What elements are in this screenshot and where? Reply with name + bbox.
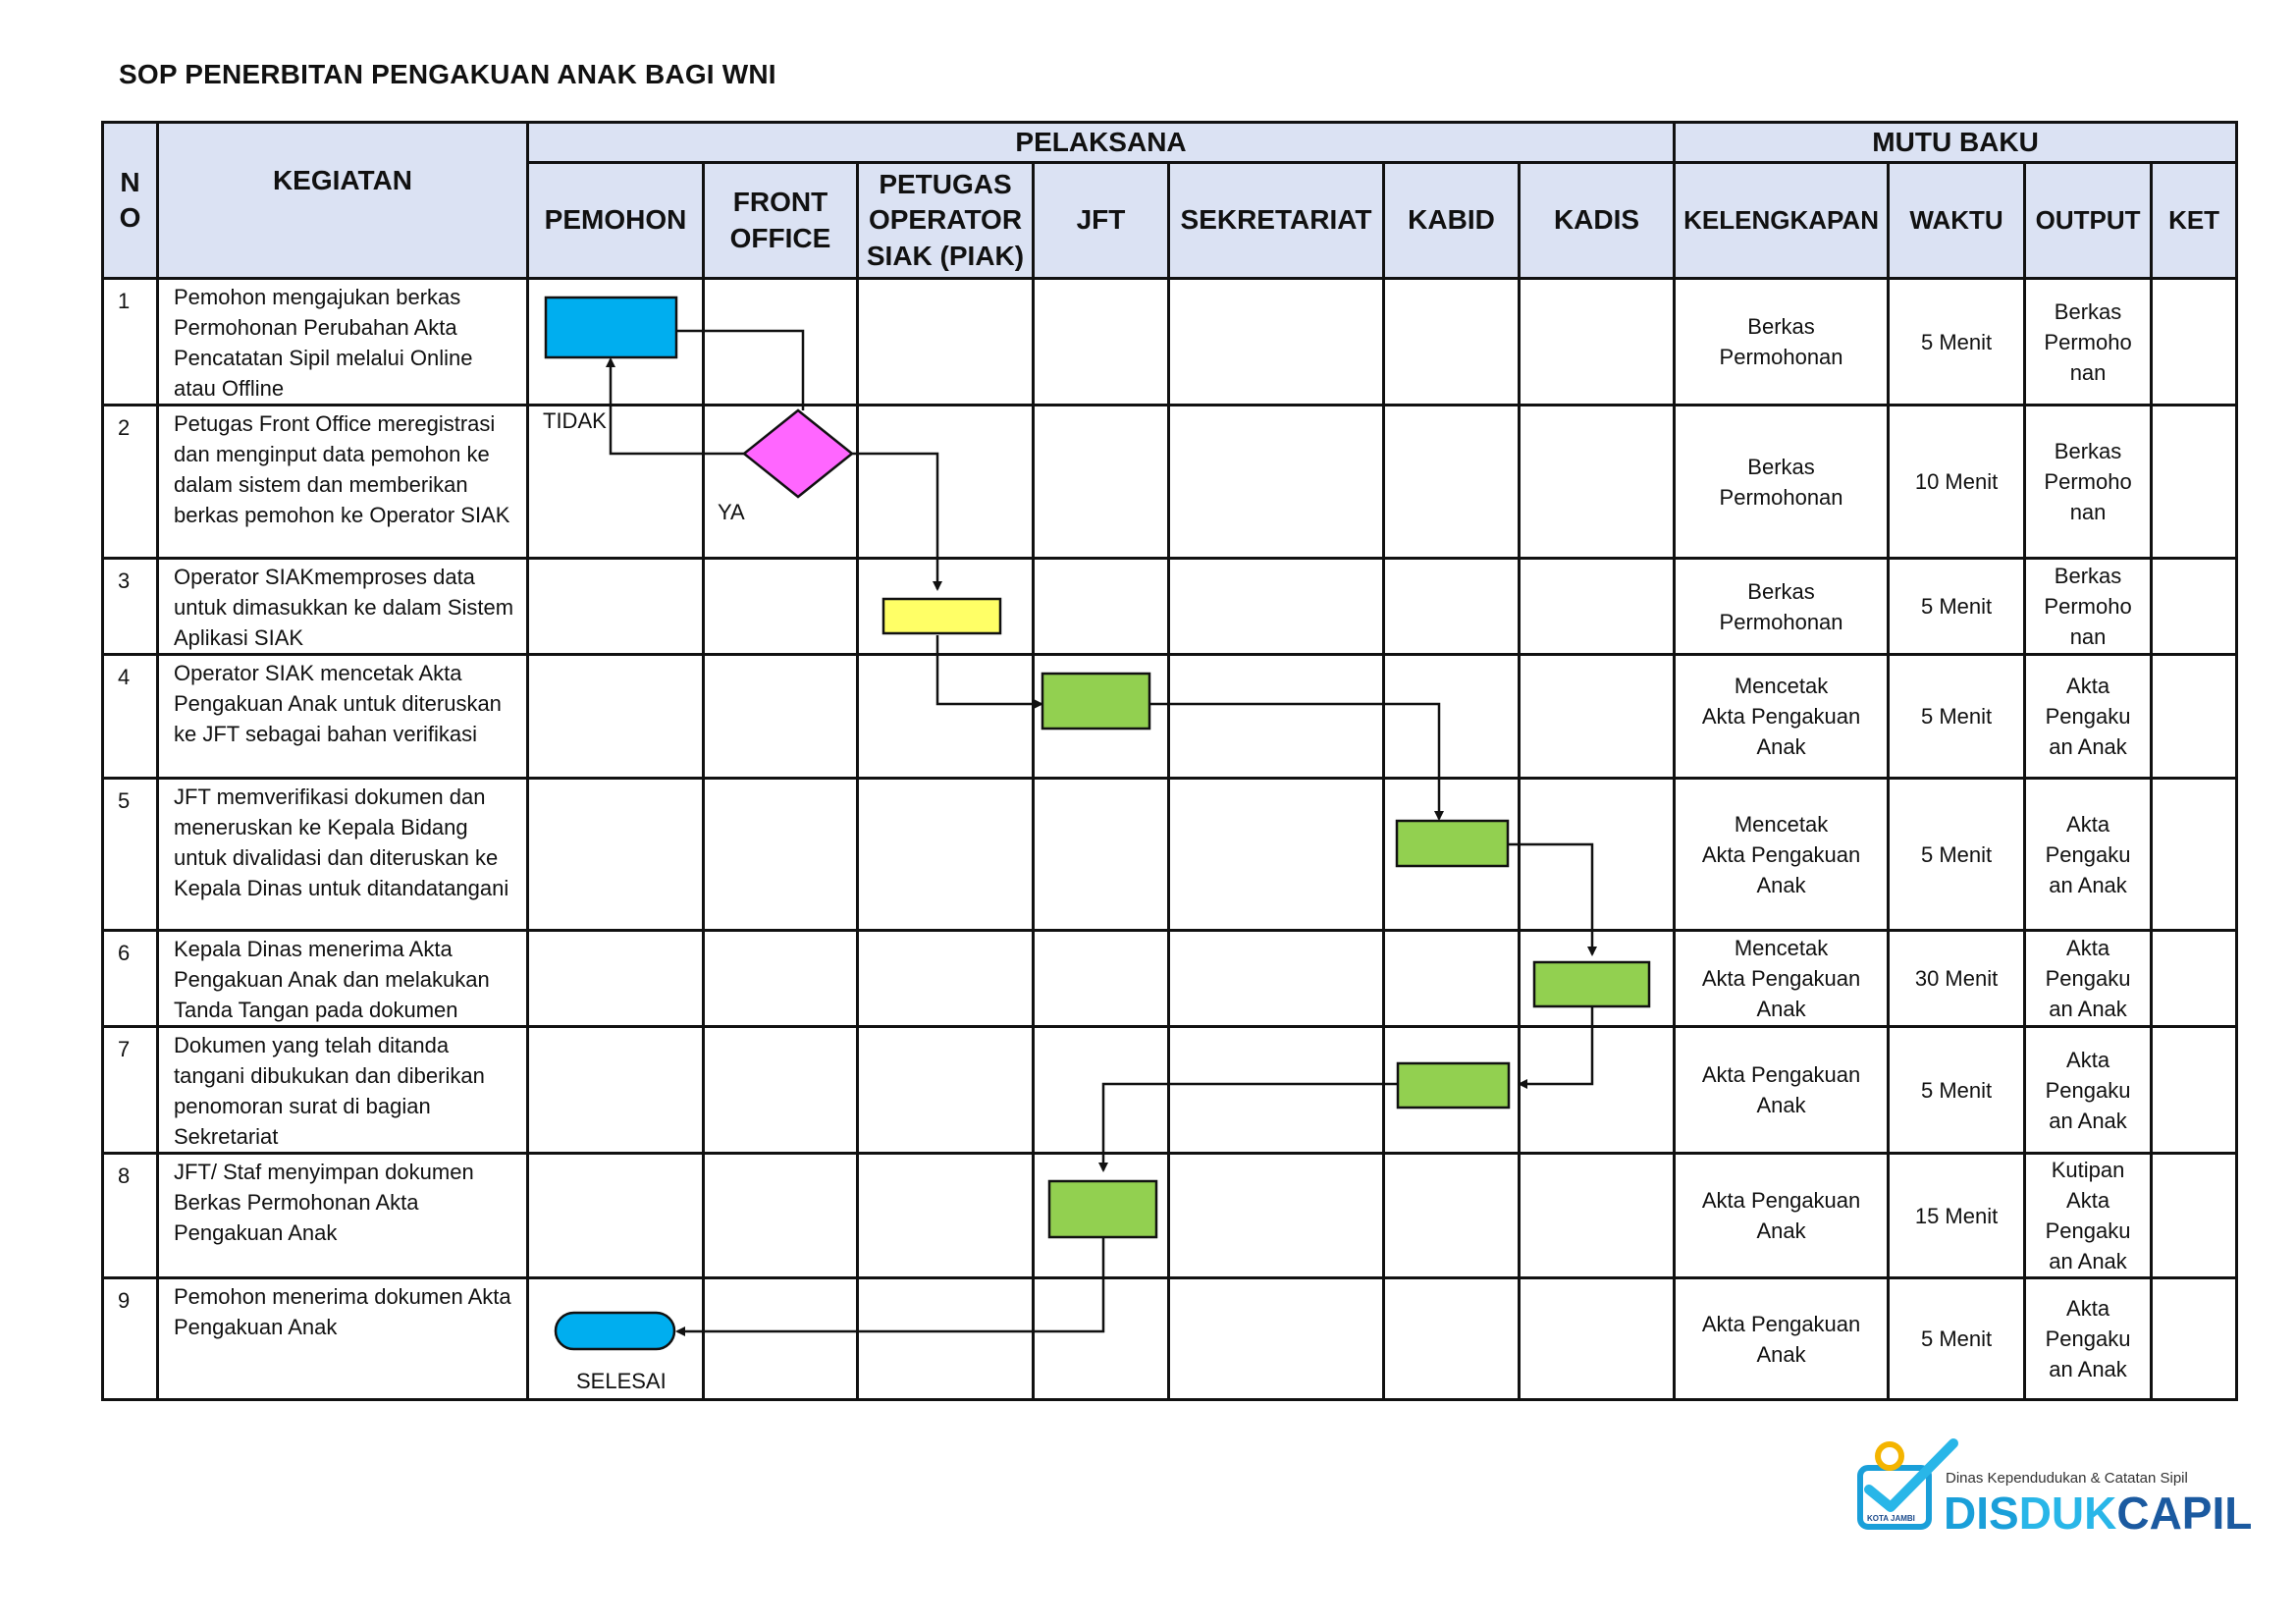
- row-number: 9: [103, 1278, 158, 1400]
- sop-table: [101, 121, 2238, 1401]
- table-row: [103, 406, 2237, 559]
- row-kelengkapan: Mencetak Akta Pengakuan Anak: [1675, 655, 1889, 779]
- row-output: Kutipan Akta Pengaku an Anak: [2025, 1154, 2152, 1278]
- logo-agency-text: Dinas Kependudukan & Catatan Sipil: [1946, 1470, 2188, 1487]
- lane-cell: [1520, 279, 1675, 406]
- table-row: [103, 779, 2237, 931]
- lane-cell: [528, 655, 704, 779]
- lane-cell: [704, 779, 858, 931]
- lane-cell: [858, 1027, 1034, 1154]
- row-ket: [2152, 279, 2237, 406]
- row-kegiatan: Dokumen yang telah ditanda tangani dibukukan dan diberikan penomoran surat di bagian Sekretariat: [158, 1027, 528, 1154]
- row-number: 8: [103, 1154, 158, 1278]
- logo-name-text: DISDUKCAPIL: [1944, 1488, 2253, 1539]
- row-number: 3: [103, 559, 158, 655]
- row-number: 4: [103, 655, 158, 779]
- lane-cell: [1169, 406, 1384, 559]
- lane-cell: [704, 406, 858, 559]
- header-mutu-2: OUTPUT: [2025, 163, 2152, 279]
- lane-cell: [858, 279, 1034, 406]
- row-ket: [2152, 406, 2237, 559]
- table-row: [103, 655, 2237, 779]
- lane-cell: [528, 779, 704, 931]
- row-kelengkapan: Akta Pengakuan Anak: [1675, 1154, 1889, 1278]
- row-kegiatan: Operator SIAKmemproses data untuk dimasukkan ke dalam Sistem Aplikasi SIAK: [158, 559, 528, 655]
- header-no: N O: [103, 123, 158, 279]
- header-pelaksana: PELAKSANA: [528, 123, 1675, 163]
- label-selesai: SELESAI: [576, 1369, 667, 1393]
- lane-cell: [528, 1278, 704, 1400]
- lane-cell: [1520, 655, 1675, 779]
- row-waktu: 5 Menit: [1889, 655, 2025, 779]
- lane-cell: [704, 1154, 858, 1278]
- lane-cell: [1169, 559, 1384, 655]
- header-mutu-baku: MUTU BAKU: [1675, 123, 2237, 163]
- lane-cell: [1520, 406, 1675, 559]
- header-kegiatan: KEGIATAN: [158, 123, 528, 279]
- lane-cell: [1034, 559, 1169, 655]
- lane-cell: [704, 1027, 858, 1154]
- lane-cell: [1034, 279, 1169, 406]
- row-kelengkapan: Akta Pengakuan Anak: [1675, 1278, 1889, 1400]
- lane-cell: [1034, 655, 1169, 779]
- header-lane-4: SEKRETARIAT: [1169, 163, 1384, 279]
- label-ya: YA: [718, 500, 745, 524]
- row-kelengkapan: Berkas Permohonan: [1675, 279, 1889, 406]
- row-ket: [2152, 1278, 2237, 1400]
- lane-cell: [704, 655, 858, 779]
- row-kelengkapan: Berkas Permohonan: [1675, 406, 1889, 559]
- row-kelengkapan: Akta Pengakuan Anak: [1675, 1027, 1889, 1154]
- row-output: Akta Pengaku an Anak: [2025, 655, 2152, 779]
- lane-cell: [528, 406, 704, 559]
- row-number: 5: [103, 779, 158, 931]
- lane-cell: [528, 559, 704, 655]
- row-waktu: 5 Menit: [1889, 779, 2025, 931]
- lane-cell: [528, 1154, 704, 1278]
- lane-cell: [1384, 931, 1520, 1027]
- row-kegiatan: Pemohon mengajukan berkas Permohonan Perubahan Akta Pencatatan Sipil melalui Online atau Offline: [158, 279, 528, 406]
- row-output: Akta Pengaku an Anak: [2025, 1278, 2152, 1400]
- row-kegiatan: JFT memverifikasi dokumen dan meneruskan ke Kepala Bidang untuk divalidasi dan diteruskan ke Kepala Dinas untuk ditandatangani: [158, 779, 528, 931]
- row-ket: [2152, 1027, 2237, 1154]
- header-lane-0: PEMOHON: [528, 163, 704, 279]
- lane-cell: [1520, 1027, 1675, 1154]
- lane-cell: [1169, 1278, 1384, 1400]
- lane-cell: [1034, 931, 1169, 1027]
- label-tidak: TIDAK: [543, 408, 607, 433]
- header-lane-2: PETUGAS OPERATOR SIAK (PIAK): [858, 163, 1034, 279]
- row-kelengkapan: Mencetak Akta Pengakuan Anak: [1675, 931, 1889, 1027]
- lane-cell: [1169, 655, 1384, 779]
- row-output: Akta Pengaku an Anak: [2025, 931, 2152, 1027]
- header-mutu-0: KELENGKAPAN: [1675, 163, 1889, 279]
- row-waktu: 5 Menit: [1889, 1027, 2025, 1154]
- lane-cell: [1384, 779, 1520, 931]
- logo-check-icon: [1869, 1443, 1953, 1507]
- lane-cell: [1520, 779, 1675, 931]
- lane-cell: [858, 1154, 1034, 1278]
- lane-cell: [704, 279, 858, 406]
- lane-cell: [1520, 1154, 1675, 1278]
- table-row: [103, 1027, 2237, 1154]
- row-output: Akta Pengaku an Anak: [2025, 779, 2152, 931]
- lane-cell: [1034, 779, 1169, 931]
- header-lane-3: JFT: [1034, 163, 1169, 279]
- lane-cell: [1169, 931, 1384, 1027]
- row-ket: [2152, 1154, 2237, 1278]
- lane-cell: [1520, 931, 1675, 1027]
- document-title: SOP PENERBITAN PENGAKUAN ANAK BAGI WNI: [119, 59, 776, 89]
- row-output: Berkas Permoho nan: [2025, 559, 2152, 655]
- lane-cell: [1384, 655, 1520, 779]
- header-lane-6: KADIS: [1520, 163, 1675, 279]
- header-lane-1: FRONT OFFICE: [704, 163, 858, 279]
- row-waktu: 5 Menit: [1889, 1278, 2025, 1400]
- lane-cell: [528, 1027, 704, 1154]
- row-ket: [2152, 931, 2237, 1027]
- header-mutu-1: WAKTU: [1889, 163, 2025, 279]
- lane-cell: [858, 779, 1034, 931]
- lane-cell: [1169, 1154, 1384, 1278]
- lane-cell: [1520, 559, 1675, 655]
- lane-cell: [1034, 406, 1169, 559]
- lane-cell: [1384, 279, 1520, 406]
- row-ket: [2152, 655, 2237, 779]
- row-number: 2: [103, 406, 158, 559]
- row-waktu: 5 Menit: [1889, 279, 2025, 406]
- lane-cell: [1169, 279, 1384, 406]
- lane-cell: [858, 931, 1034, 1027]
- lane-cell: [1384, 1278, 1520, 1400]
- row-kelengkapan: Mencetak Akta Pengakuan Anak: [1675, 779, 1889, 931]
- header-lane-5: KABID: [1384, 163, 1520, 279]
- logo-badge-text: KOTA JAMBI: [1867, 1514, 1915, 1523]
- row-ket: [2152, 779, 2237, 931]
- row-waktu: 5 Menit: [1889, 559, 2025, 655]
- lane-cell: [858, 406, 1034, 559]
- lane-cell: [704, 1278, 858, 1400]
- lane-cell: [1034, 1154, 1169, 1278]
- row-output: Berkas Permoho nan: [2025, 406, 2152, 559]
- lane-cell: [1169, 1027, 1384, 1154]
- row-ket: [2152, 559, 2237, 655]
- lane-cell: [1384, 406, 1520, 559]
- lane-cell: [1384, 1154, 1520, 1278]
- lane-cell: [1520, 1278, 1675, 1400]
- row-waktu: 10 Menit: [1889, 406, 2025, 559]
- lane-cell: [858, 559, 1034, 655]
- row-kegiatan: Pemohon menerima dokumen Akta Pengakuan Anak: [158, 1278, 528, 1400]
- row-output: Akta Pengaku an Anak: [2025, 1027, 2152, 1154]
- lane-cell: [1384, 559, 1520, 655]
- lane-cell: [858, 1278, 1034, 1400]
- table-row: [103, 1278, 2237, 1400]
- row-number: 6: [103, 931, 158, 1027]
- row-number: 7: [103, 1027, 158, 1154]
- row-kegiatan: Petugas Front Office meregistrasi dan menginput data pemohon ke dalam sistem dan memberikan berkas pemohon ke Operator SIAK: [158, 406, 528, 559]
- lane-cell: [1169, 779, 1384, 931]
- table-row: [103, 931, 2237, 1027]
- table-row: [103, 279, 2237, 406]
- lane-cell: [1034, 1027, 1169, 1154]
- lane-cell: [528, 279, 704, 406]
- lane-cell: [704, 559, 858, 655]
- logo-mark-head: [1878, 1444, 1901, 1468]
- row-kegiatan: Operator SIAK mencetak Akta Pengakuan Anak untuk diteruskan ke JFT sebagai bahan verifikasi: [158, 655, 528, 779]
- row-waktu: 30 Menit: [1889, 931, 2025, 1027]
- row-kegiatan: Kepala Dinas menerima Akta Pengakuan Anak dan melakukan Tanda Tangan pada dokumen: [158, 931, 528, 1027]
- table-row: [103, 559, 2237, 655]
- lane-cell: [1034, 1278, 1169, 1400]
- lane-cell: [1384, 1027, 1520, 1154]
- row-waktu: 15 Menit: [1889, 1154, 2025, 1278]
- row-kelengkapan: Berkas Permohonan: [1675, 559, 1889, 655]
- disdukcapil-logo: [1855, 1438, 2253, 1539]
- lane-cell: [858, 655, 1034, 779]
- lane-cell: [704, 931, 858, 1027]
- lane-cell: [528, 931, 704, 1027]
- row-kegiatan: JFT/ Staf menyimpan dokumen Berkas Permohonan Akta Pengakuan Anak: [158, 1154, 528, 1278]
- row-number: 1: [103, 279, 158, 406]
- header-mutu-3: KET: [2152, 163, 2237, 279]
- row-output: Berkas Permoho nan: [2025, 279, 2152, 406]
- table-row: [103, 1154, 2237, 1278]
